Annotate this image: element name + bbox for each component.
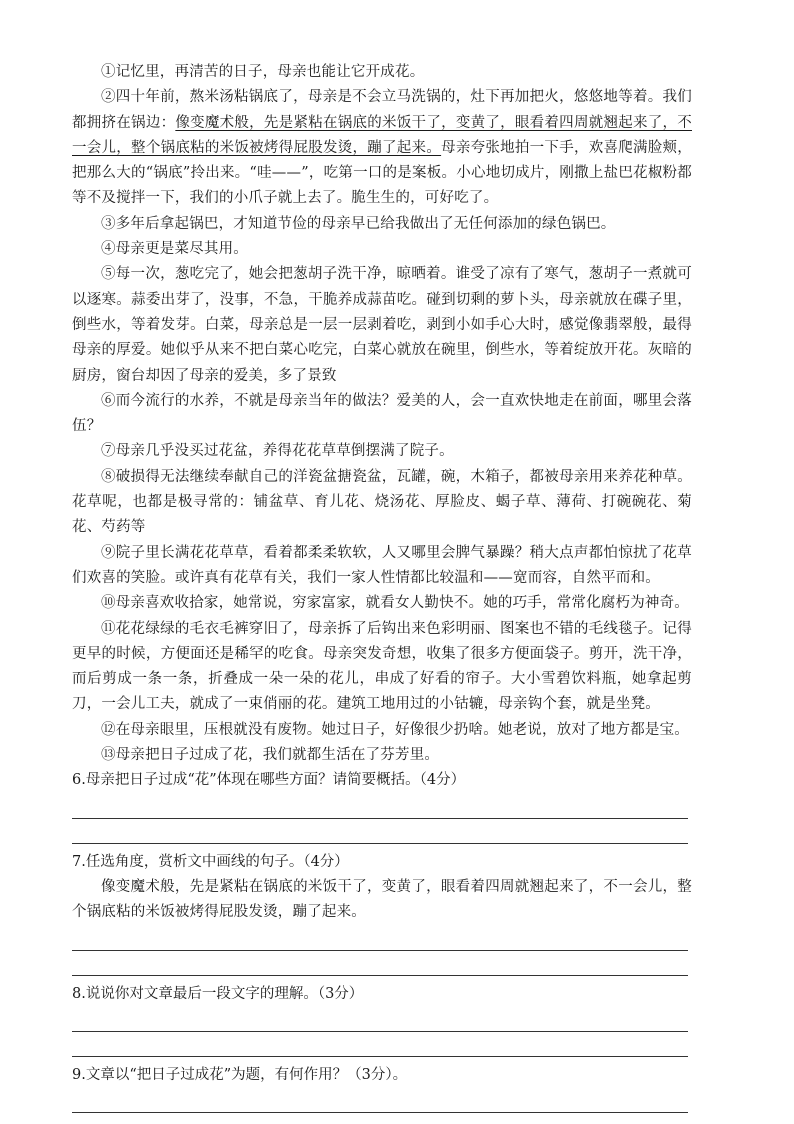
paragraph-4: ④母亲更是菜尽其用。 (101, 241, 248, 258)
question-8: 8.说说你对文章最后一段文字的理解。（3分） (72, 985, 364, 1002)
paragraph-1: ①记忆里，再清苦的日子，母亲也能让它开成花。 (101, 64, 425, 80)
paragraph-9: ⑨院子里长满花花草草，看着都柔柔软软，人又哪里会脾气暴躁？稍大点声都怕惊扰了花草们欢喜的笑脸。或许真有花草有关，我们一家人性情都比较温和——宽而容，自然平而和。 (72, 544, 692, 586)
question-7: 7.任选角度，赏析文中画线的句子。（4分） (72, 853, 349, 870)
answer-line[interactable] (72, 819, 688, 844)
paragraph-6: ⑥而今流行的水养，不就是母亲当年的做法？爱美的人，会一直欢快地走在前面，哪里会落伍？ (72, 392, 692, 435)
answer-line[interactable] (72, 951, 688, 976)
paragraph-13: ⑬母亲把日子过成了花，我们就都生活在了芬芳里。 (101, 747, 440, 764)
paragraph-3: ③多年后拿起锅巴，才知道节俭的母亲早已给我做出了无任何添加的绿色锅巴。 (101, 215, 616, 232)
exam-page (72, 60, 692, 1113)
question-7-quote: 像变魔术般，先是紧粘在锅底的米饭干了，变黄了，眼看着四周就翘起来了，不一会儿，整个锅底粘的米饭被烤得屁股发烫，蹦了起来。 (72, 878, 692, 921)
paragraph-8: ⑧破损得无法继续奉献自己的洋瓷盆搪瓷盆，瓦罐，碗，木箱子，都被母亲用来养花种草。花草呢，也都是极寻常的：铺盆草、育儿花、烧汤花、厚脸皮、蝎子草、薄荷、打碗碗花、菊花、芍药等 (72, 468, 692, 536)
paragraph-5: ⑤每一次，葱吃完了，她会把葱胡子洗干净，晾晒着。谁受了凉有了寒气，葱胡子一煮就可以逐寒。蒜委出芽了，没事，不急，干脆养成蒜苗吃。碰到切剩的萝卜头，母亲就放在碟子里，倒些水，等着发芽。白菜，母亲总是一层一层剥着吃，剥到小如手心大时，感觉像翡翠般，最得母亲的厚爱。她似乎从来不把白菜心吃完，白菜心就放在碗里，倒些水，等着绽放开花。灰暗的厨房，窗台却因了母亲的爱美，多了景致 (72, 266, 692, 384)
paragraph-2-end: 母亲夸张地拍一下手，欢喜爬满脸颊，把那么大的“锅底”拎出来。“哇——”，吃第一口的是案板。小心地切成片，刚撒上盐巴花椒粉都等不及搅拌一下，我们的小爪子就上去了。脆生生的，可好吃了。 (72, 139, 693, 207)
question-9: 9.文章以“把日子过成花”为题，有何作用？（3分）。 (72, 1066, 408, 1083)
question-6: 6.母亲把日子过成“花”体现在哪些方面？请简要概括。（4分） (72, 772, 466, 789)
paragraph-11: ⑪花花绿绿的毛衣毛裤穿旧了，母亲拆了后钩出来色彩明丽、图案也不错的毛线毯子。记得更早的时候，方便面还是稀罕的吃食。母亲突发奇想，收集了很多方便面袋子。剪开，洗干净，而后剪成一条一条，折叠成一朵一朵的花儿，串成了好看的帘子。大小雪碧饮料瓶，她拿起剪刀，一会儿工夫，就成了一束俏丽的花。建筑工地用过的小钴辘，母亲钩个套，就是坐凳。 (72, 620, 692, 713)
paragraph-12: ⑫在母亲眼里，压根就没有废物。她过日子，好像很少扔啥。她老说，放对了地方都是宝。 (101, 721, 689, 738)
answer-line[interactable] (72, 794, 688, 819)
underlined-sentence: 像变魔术般，先是紧粘在锅底的米饭干了，变黄了，眼看着四周就翘起来了，不一会儿，整个锅底粘的米饭被烤得屁股发烫，蹦了起来。 (72, 114, 692, 156)
answer-line[interactable] (72, 1007, 688, 1032)
answer-line[interactable] (72, 1032, 688, 1057)
answer-line[interactable] (72, 1088, 688, 1113)
paragraph-10: ⑩母亲喜欢收拾家，她常说，穷家富家，就看女人勤快不。她的巧手，常常化腐朽为神奇。 (101, 595, 689, 612)
paragraph-2-start: ②四十年前，熬米汤粘锅底了，母亲是不会立马洗锅的，灶下再加把火，悠悠地等着。我们都拥挤在锅边： (72, 89, 692, 131)
paragraph-2 (72, 85, 692, 211)
answer-line[interactable] (72, 926, 688, 951)
paragraph-7: ⑦母亲几乎没买过花盆，养得花花草草倒摆满了院子。 (101, 443, 454, 460)
